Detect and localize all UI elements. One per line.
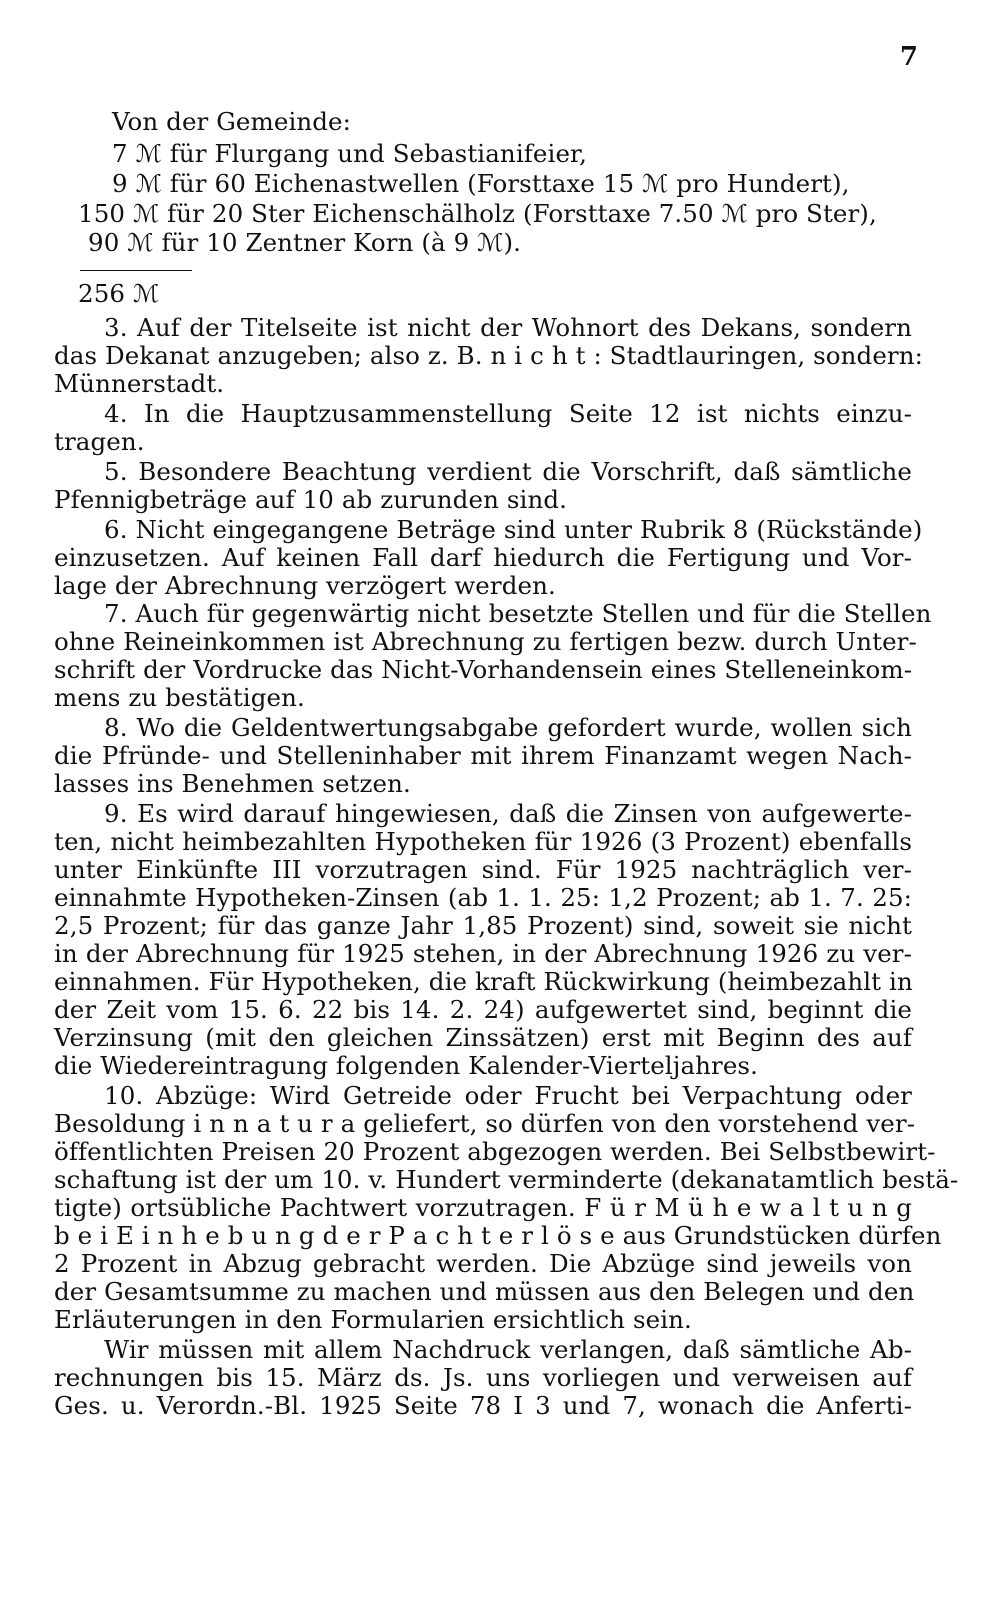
text-line: der Zeit vom 15. 6. 22 bis 14. 2. 24) aufgewertet sind, beginnt die <box>54 995 912 1024</box>
text-line: Münnerstadt. <box>54 369 225 398</box>
text-line: in der Abrechnung für 1925 stehen, in der Abrechnung 1926 zu ver- <box>54 939 912 968</box>
sum-rule <box>80 270 192 271</box>
text-line: 2 Prozent in Abzug gebracht werden. Die Abzüge sind jeweils von <box>54 1249 912 1278</box>
text-line: einnahmte Hypotheken-Zinsen (ab 1. 1. 25: 1,2 Prozent; ab 1. 7. 25: <box>54 883 912 912</box>
text-line: das Dekanat anzugeben; also z. B. n i c h t : Stadtlauringen, sondern: <box>54 341 923 370</box>
text-line: 2,5 Prozent; für das ganze Jahr 1,85 Prozent) sind, soweit sie nicht <box>54 911 912 940</box>
text-line: Wir müssen mit allem Nachdruck verlangen, daß sämtliche Ab- <box>104 1335 912 1364</box>
text-line: 7 ℳ für Flurgang und Sebastianifeier, <box>112 139 588 168</box>
text-line: Von der Gemeinde: <box>112 107 351 136</box>
text-line: ten, nicht heimbezahlten Hypotheken für 1926 (3 Prozent) ebenfalls <box>54 827 912 856</box>
text-line: b e i E i n h e b u n g d e r P a c h t e r l ö s e aus Grundstücken dürfen <box>54 1221 942 1250</box>
text-line: einnahmen. Für Hypotheken, die kraft Rückwirkung (heimbezahlt in <box>54 967 913 996</box>
text-line: 150 ℳ für 20 Ster Eichenschälholz (Forsttaxe 7.50 ℳ pro Ster), <box>78 199 877 228</box>
text-line: 256 ℳ <box>78 279 160 308</box>
text-line: der Gesamtsumme zu machen und müssen aus den Belegen und den <box>54 1277 915 1306</box>
text-line: 3. Auf der Titelseite ist nicht der Wohnort des Dekans, sondern <box>104 313 912 342</box>
text-line: schaftung ist der um 10. v. Hundert verminderte (dekanatamtlich bestä- <box>54 1165 959 1194</box>
text-line: 9 ℳ für 60 Eichenastwellen (Forsttaxe 15 ℳ pro Hundert), <box>112 169 850 198</box>
text-line: ohne Reineinkommen ist Abrechnung zu fertigen bezw. durch Unter- <box>54 627 917 656</box>
text-line: öffentlichten Preisen 20 Prozent abgezogen werden. Bei Selbstbewirt- <box>54 1137 936 1166</box>
text-line: tragen. <box>54 427 145 456</box>
text-line: 4. In die Hauptzusammenstellung Seite 12 ist nichts einzu- <box>104 399 912 428</box>
text-line: 7. Auch für gegenwärtig nicht besetzte Stellen und für die Stellen <box>104 599 932 628</box>
text-line: einzusetzen. Auf keinen Fall darf hiedurch die Fertigung und Vor- <box>54 543 912 572</box>
text-line: 90 ℳ für 10 Zentner Korn (à 9 ℳ). <box>88 228 522 257</box>
text-line: Pfennigbeträge auf 10 ab zurunden sind. <box>54 485 567 514</box>
text-line: 9. Es wird darauf hingewiesen, daß die Zinsen von aufgewerte- <box>104 799 912 828</box>
text-line: die Wiedereintragung folgenden Kalender-Vierteljahres. <box>54 1051 758 1080</box>
text-line: Besoldung i n n a t u r a geliefert, so dürfen von den vorstehend ver- <box>54 1109 916 1138</box>
text-line: lasses ins Benehmen setzen. <box>54 769 411 798</box>
text-line: Verzinsung (mit den gleichen Zinssätzen) erst mit Beginn des auf <box>54 1023 912 1052</box>
text-line: lage der Abrechnung verzögert werden. <box>54 571 556 600</box>
text-line: mens zu bestätigen. <box>54 683 305 712</box>
text-line: 10. Abzüge: Wird Getreide oder Frucht bei Verpachtung oder <box>104 1081 912 1110</box>
text-line: 5. Besondere Beachtung verdient die Vorschrift, daß sämtliche <box>104 457 912 486</box>
text-line: die Pfründe- und Stelleninhaber mit ihrem Finanzamt wegen Nach- <box>54 741 912 770</box>
text-line: Ges. u. Verordn.-Bl. 1925 Seite 78 I 3 und 7, wonach die Anferti- <box>54 1391 912 1420</box>
text-line: 6. Nicht eingegangene Beträge sind unter Rubrik 8 (Rückstände) <box>104 515 923 544</box>
text-line: 8. Wo die Geldentwertungsabgabe gefordert wurde, wollen sich <box>104 713 912 742</box>
text-line: unter Einkünfte III vorzutragen sind. Für 1925 nachträglich ver- <box>54 855 912 884</box>
text-line: tigte) ortsübliche Pachtwert vorzutragen. F ü r M ü h e w a l t u n g <box>54 1193 912 1222</box>
text-line: rechnungen bis 15. März ds. Js. uns vorliegen und verweisen auf <box>54 1363 912 1392</box>
page-number: 7 <box>899 42 918 72</box>
text-line: schrift der Vordrucke das Nicht-Vorhandensein eines Stelleneinkom- <box>54 655 913 684</box>
text-line: Erläuterungen in den Formularien ersichtlich sein. <box>54 1305 692 1334</box>
